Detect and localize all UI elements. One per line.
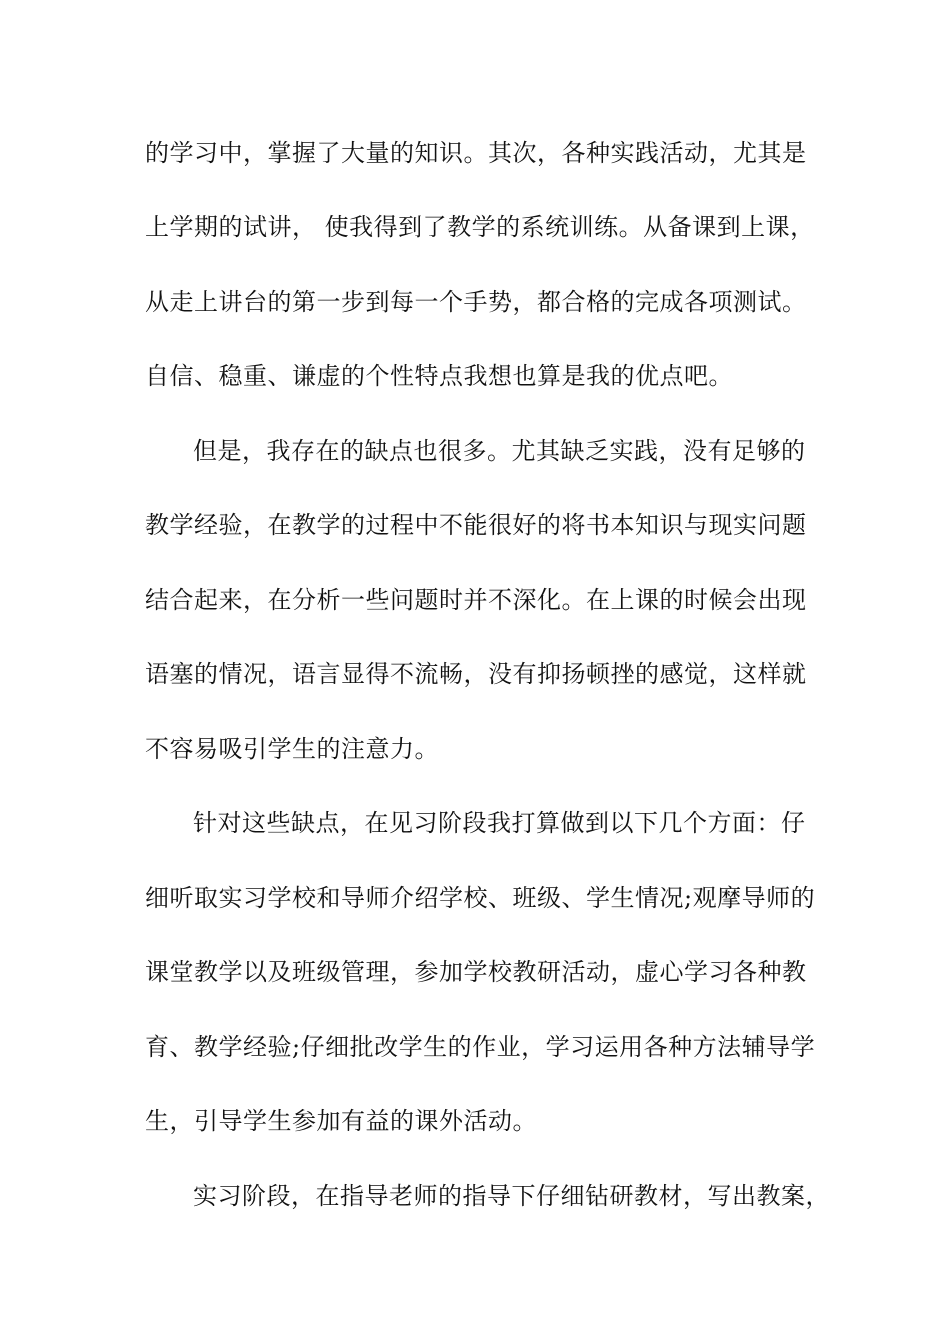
text-line: 生，引导学生参加有益的课外活动。 [145,1107,537,1135]
text-line: 教学经验，在教学的过程中不能很好的将书本知识与现实问题 [145,511,807,539]
text-line: 语塞的情况，语言显得不流畅，没有抑扬顿挫的感觉，这样就 [145,660,807,688]
text-line: 育、教学经验;仔细批改学生的作业，学习运用各种方法辅导学 [145,1033,816,1061]
text-line: 结合起来，在分析一些问题时并不深化。在上课的时候会出现 [145,586,807,614]
paragraph-start-line: 实习阶段，在指导老师的指导下仔细钻研教材，写出教案， [193,1182,830,1210]
text-line: 上学期的试讲， 使我得到了教学的系统训练。从备课到上课， [145,213,815,241]
text-line: 的学习中，掌握了大量的知识。其次，各种实践活动，尤其是 [145,139,807,167]
text-line: 课堂教学以及班级管理，参加学校教研活动，虚心学习各种教 [145,958,807,986]
text-line: 不容易吸引学生的注意力。 [145,735,439,763]
text-line: 从走上讲台的第一步到每一个手势，都合格的完成各项测试。 [145,288,807,316]
text-line: 细听取实习学校和导师介绍学校、班级、学生情况;观摩导师的 [145,884,816,912]
paragraph-start-line: 针对这些缺点，在见习阶段我打算做到以下几个方面：仔 [193,809,806,837]
text-line: 自信、稳重、谦虚的个性特点我想也算是我的优点吧。 [145,362,733,390]
paragraph-start-line: 但是，我存在的缺点也很多。尤其缺乏实践，没有足够的 [193,437,806,465]
